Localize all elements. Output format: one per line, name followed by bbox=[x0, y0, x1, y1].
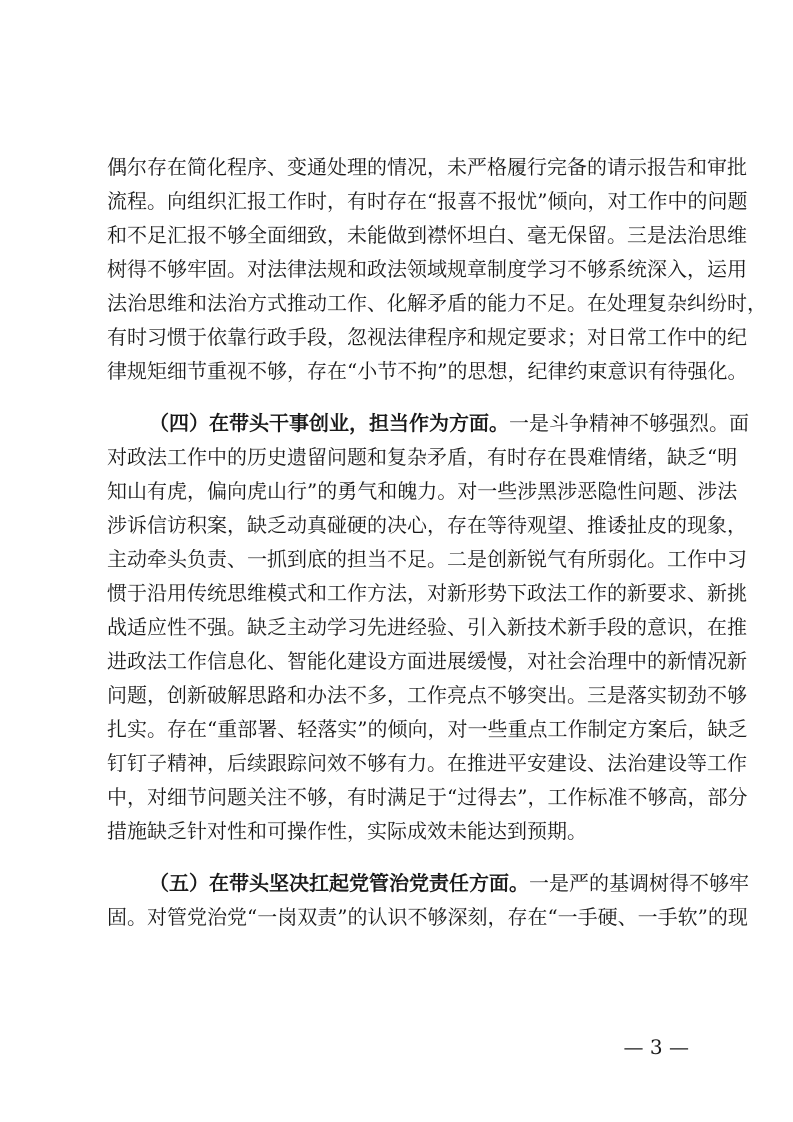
body-line: 树得不够牢固。对法律法规和政法领域规章制度学习不够系统深入，运用 bbox=[107, 257, 747, 281]
body-line: 涉诉信访积案，缺乏动真碰硬的决心，存在等待观望、推诿扯皮的现象， bbox=[107, 513, 747, 537]
body-line: 有时习惯于依靠行政手段，忽视法律程序和规定要求；对日常工作中的纪 bbox=[107, 325, 747, 349]
body-line: 问题，创新破解思路和办法不多，工作亮点不够突出。三是落实韧劲不够 bbox=[107, 683, 747, 707]
body-line: 中，对细节问题关注不够，有时满足于“过得去”，工作标准不够高，部分 bbox=[107, 785, 748, 809]
body-line: 和不足汇报不够全面细致，未能做到襟怀坦白、毫无保留。三是法治思维 bbox=[107, 223, 747, 247]
section-4-first-line-text: 一是斗争精神不够强烈。面 bbox=[509, 411, 749, 435]
body-line: 进政法工作信息化、智能化建设方面进展缓慢，对社会治理中的新情况新 bbox=[107, 649, 747, 673]
body-line: 战适应性不强。缺乏主动学习先进经验、引入新技术新手段的意识，在推 bbox=[107, 615, 747, 639]
section-5-first-line bbox=[149, 870, 749, 896]
section-4-heading: （四）在带头干事创业，担当作为方面。 bbox=[149, 411, 509, 435]
body-line: 扎实。存在“重部署、轻落实”的倾向，对一些重点工作制定方案后，缺乏 bbox=[107, 717, 748, 741]
body-line: 惯于沿用传统思维模式和工作方法，对新形势下政法工作的新要求、新挑 bbox=[107, 581, 747, 605]
body-line: 对政法工作中的历史遗留问题和复杂矛盾，有时存在畏难情绪，缺乏“明 bbox=[107, 445, 738, 469]
body-line: 律规矩细节重视不够，存在“小节不拘”的思想，纪律约束意识有待强化。 bbox=[107, 359, 748, 383]
body-line: 知山有虎，偏向虎山行”的勇气和魄力。对一些涉黑涉恶隐性问题、涉法 bbox=[107, 479, 738, 503]
section-5-heading: （五）在带头坚决扛起党管治党责任方面。 bbox=[149, 871, 529, 895]
section-4-first-line bbox=[149, 410, 749, 436]
body-line: 法治思维和法治方式推动工作、化解矛盾的能力不足。在处理复杂纠纷时， bbox=[107, 291, 767, 315]
body-line: 固。对管党治党“一岗双责”的认识不够深刻，存在“一手硬、一手软”的现 bbox=[107, 905, 748, 929]
section-5-first-line-text: 一是严的基调树得不够牢 bbox=[529, 871, 749, 895]
body-line: 主动牵头负责、一抓到底的担当不足。二是创新锐气有所弱化。工作中习 bbox=[107, 547, 747, 571]
body-line: 流程。向组织汇报工作时，有时存在“报喜不报忧”倾向，对工作中的问题 bbox=[107, 189, 748, 213]
page-number: — 3 — bbox=[623, 1035, 689, 1059]
body-line: 偶尔存在简化程序、变通处理的情况，未严格履行完备的请示报告和审批 bbox=[107, 155, 747, 179]
body-line: 钉钉子精神，后续跟踪问效不够有力。在推进平安建设、法治建设等工作 bbox=[107, 751, 747, 775]
body-line: 措施缺乏针对性和可操作性，实际成效未能达到预期。 bbox=[107, 819, 587, 843]
